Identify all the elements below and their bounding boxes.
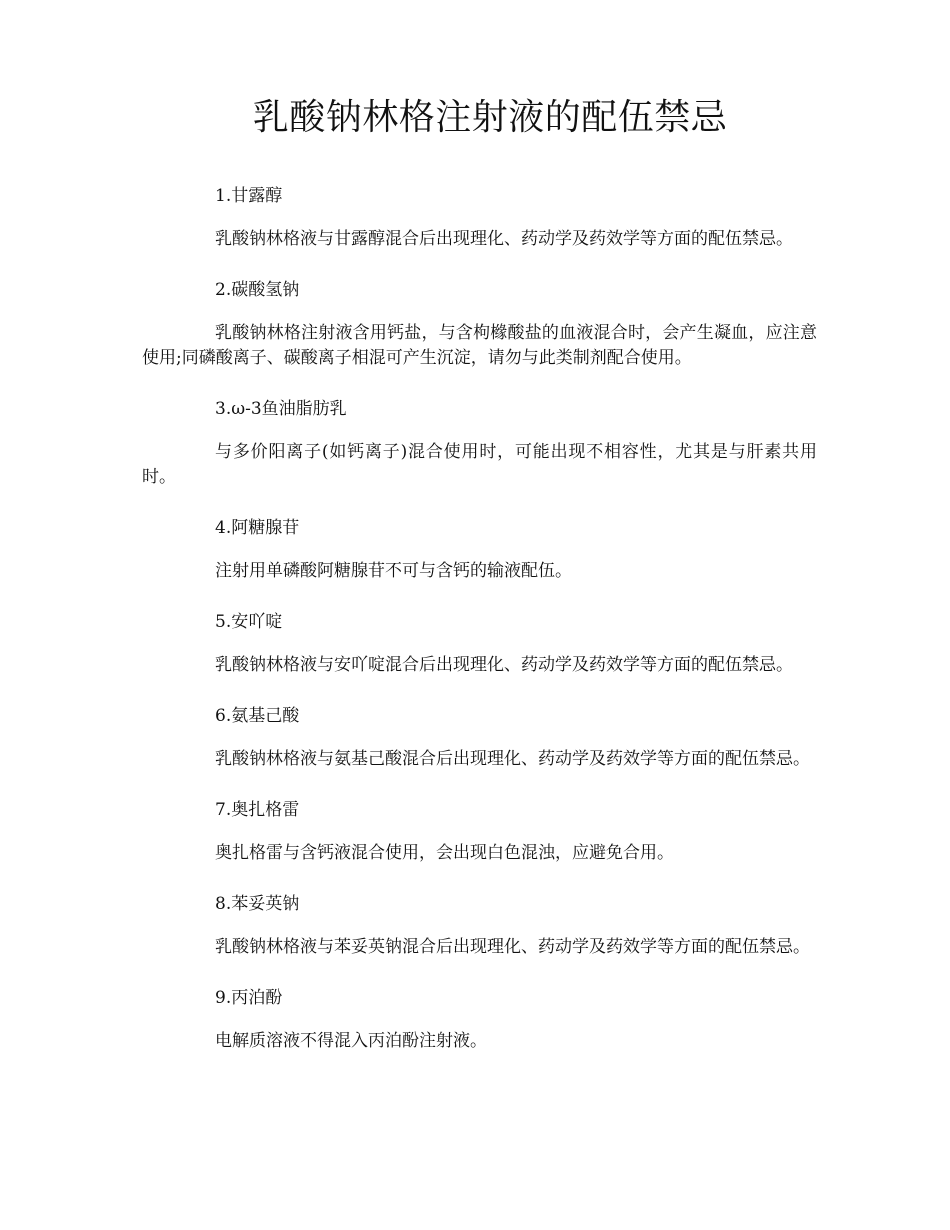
item-text: 与多价阳离子(如钙离子)混合使用时，可能出现不相容性，尤其是与肝素共用时。 xyxy=(142,442,817,487)
item-text: 乳酸钠林格注射液含用钙盐，与含枸橼酸盐的血液混合时，会产生凝血，应注意使用;同磷酸离子、碳酸离子相混可产生沉淀，请勿与此类制剂配合使用。 xyxy=(142,323,817,368)
item-propofol xyxy=(142,982,817,1054)
item-heading: 1.甘露醇 xyxy=(215,186,283,206)
item-heading: 4.阿糖腺苷 xyxy=(215,518,300,538)
item-aminocaproic-acid xyxy=(142,700,817,772)
item-heading: 3.ω-3鱼油脂肪乳 xyxy=(215,399,347,419)
item-heading: 6.氨基己酸 xyxy=(215,706,300,726)
item-amsacrine xyxy=(142,606,817,678)
item-heading: 9.丙泊酚 xyxy=(215,988,283,1008)
item-text: 注射用单磷酸阿糖腺苷不可与含钙的输液配伍。 xyxy=(215,561,572,581)
item-vidarabine xyxy=(142,512,817,584)
item-ozagrel xyxy=(142,794,817,866)
document-title: 乳酸钠林格注射液的配伍禁忌 xyxy=(252,97,728,138)
item-text: 乳酸钠林格液与甘露醇混合后出现理化、药动学及药效学等方面的配伍禁忌。 xyxy=(215,229,793,249)
document-body xyxy=(142,180,817,1076)
item-phenytoin-sodium xyxy=(142,888,817,960)
item-mannitol xyxy=(142,180,817,252)
item-omega3-fish-oil xyxy=(142,393,817,490)
item-text: 乳酸钠林格液与苯妥英钠混合后出现理化、药动学及药效学等方面的配伍禁忌。 xyxy=(215,937,810,957)
item-text: 乳酸钠林格液与安吖啶混合后出现理化、药动学及药效学等方面的配伍禁忌。 xyxy=(215,655,793,675)
item-text: 乳酸钠林格液与氨基己酸混合后出现理化、药动学及药效学等方面的配伍禁忌。 xyxy=(215,749,810,769)
item-heading: 7.奥扎格雷 xyxy=(215,800,300,820)
item-text: 奥扎格雷与含钙液混合使用，会出现白色混浊，应避免合用。 xyxy=(215,843,674,863)
item-heading: 2.碳酸氢钠 xyxy=(215,280,300,300)
item-heading: 5.安吖啶 xyxy=(215,612,283,632)
item-sodium-bicarbonate xyxy=(142,274,817,371)
item-text: 电解质溶液不得混入丙泊酚注射液。 xyxy=(215,1031,487,1051)
item-heading: 8.苯妥英钠 xyxy=(215,894,300,914)
